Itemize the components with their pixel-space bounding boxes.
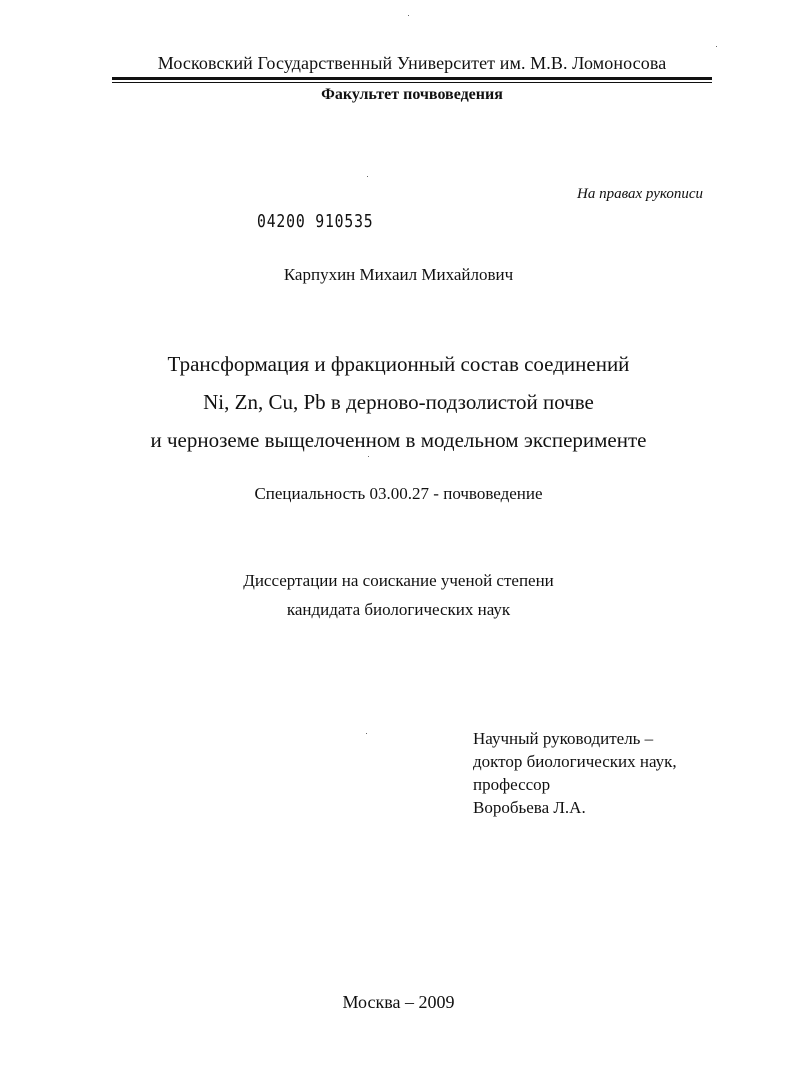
university-name: Московский Государственный Университет им. М.В. Ломоносова bbox=[157, 53, 667, 73]
manuscript-rights-note: На правах рукописи bbox=[577, 186, 703, 202]
degree-statement bbox=[0, 566, 797, 624]
library-stamp-number: 04200 910535 bbox=[257, 211, 374, 232]
title-line-2: Ni, Zn, Cu, Pb в дерново-подзолистой почве bbox=[203, 390, 594, 414]
dissertation-title bbox=[0, 345, 797, 459]
supervisor-line-1: Научный руководитель – bbox=[473, 729, 654, 748]
specialty: Специальность 03.00.27 - почвоведение bbox=[254, 484, 543, 503]
scan-speck bbox=[368, 456, 369, 457]
title-line-1: Трансформация и фракционный состав соединений bbox=[167, 352, 630, 376]
supervisor-line-3: профессор bbox=[473, 775, 551, 794]
supervisor-line-4: Воробьева Л.А. bbox=[473, 798, 586, 817]
scan-speck bbox=[716, 46, 717, 47]
header-rule-thin bbox=[112, 82, 712, 83]
scan-speck bbox=[367, 176, 368, 177]
city-and-year: Москва – 2009 bbox=[342, 992, 455, 1012]
scientific-supervisor bbox=[473, 727, 677, 819]
author-name: Карпухин Михаил Михайлович bbox=[283, 265, 514, 284]
header-rule-thick bbox=[112, 77, 712, 80]
supervisor-line-2: доктор биологических наук, bbox=[473, 752, 677, 771]
degree-line-2: кандидата биологических наук bbox=[286, 600, 511, 619]
scan-speck bbox=[366, 733, 367, 734]
scan-speck bbox=[408, 15, 409, 16]
faculty-name: Факультет почвоведения bbox=[321, 86, 503, 103]
degree-line-1: Диссертации на соискание ученой степени bbox=[243, 571, 554, 590]
title-line-3: и черноземе выщелоченном в модельном эксперименте bbox=[150, 428, 647, 452]
